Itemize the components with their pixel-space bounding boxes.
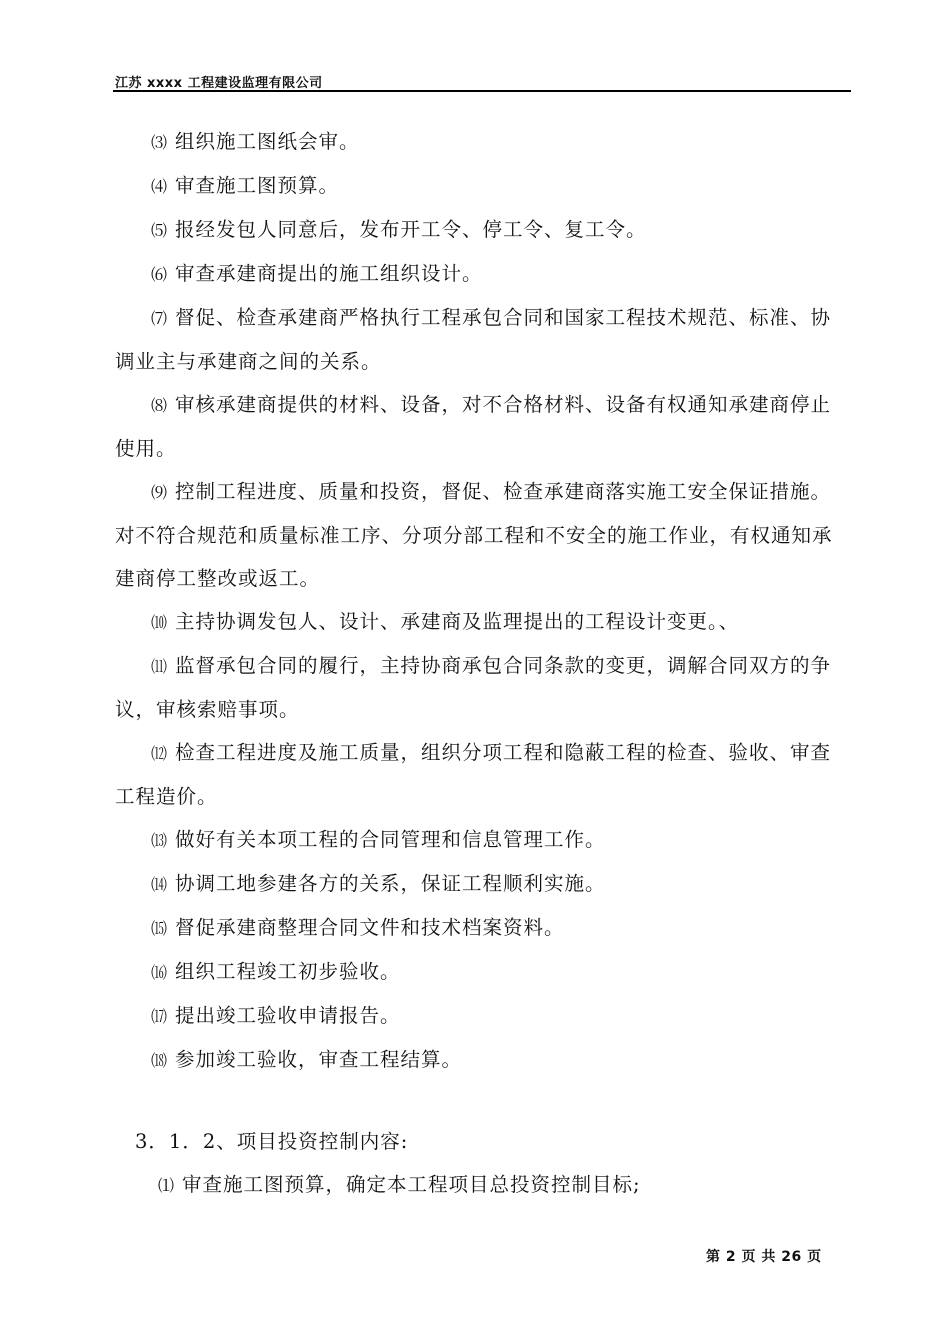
list-item	[115, 862, 851, 906]
item-text: 审核承建商提供的材料、设备，对不合格材料、设备有权通知承建商停止使用。	[115, 393, 832, 460]
item-number: ⑼	[151, 483, 168, 502]
list-item	[115, 950, 851, 994]
list-item	[115, 252, 851, 296]
list-item	[115, 296, 851, 383]
page-number-footer: 第 2 页 共 26 页	[706, 1249, 822, 1265]
page-header-company: 江苏 xxxx 工程建设监理有限公司	[115, 76, 323, 91]
item-number: ⑸	[151, 221, 168, 240]
item-number: ⑺	[151, 309, 168, 328]
section-spacer	[115, 1082, 851, 1120]
item-number: ⑻	[151, 396, 168, 415]
item-number: ⑿	[151, 744, 168, 763]
item-number: ⒅	[151, 1051, 168, 1070]
item-text: 组织工程竣工初步验收。	[175, 960, 401, 983]
list-item	[115, 818, 851, 862]
item-number: ⑽	[151, 613, 168, 632]
item-number: ⒁	[151, 875, 168, 894]
list-item	[115, 164, 851, 208]
item-text: 报经发包人同意后，发布开工令、停工令、复工令。	[175, 218, 647, 241]
section-heading: 3．1．2、项目投资控制内容:	[135, 1130, 409, 1153]
item-number: ⒄	[151, 1007, 168, 1026]
header-divider	[113, 90, 851, 92]
item-text: 督促承建商整理合同文件和技术档案资料。	[175, 916, 565, 939]
list-item	[115, 120, 851, 164]
section-list-item	[115, 1163, 851, 1207]
item-text: 做好有关本项工程的合同管理和信息管理工作。	[175, 828, 606, 851]
item-number: ⑹	[151, 265, 168, 284]
list-item	[115, 1038, 851, 1082]
item-text: 审查施工图预算，确定本工程项目总投资控制目标;	[182, 1173, 641, 1196]
list-item	[115, 644, 851, 731]
item-text: 督促、检查承建商严格执行工程承包合同和国家工程技术规范、标准、协调业主与承建商之间的关系。	[115, 306, 832, 373]
item-text: 组织施工图纸会审。	[175, 130, 360, 153]
list-item	[115, 383, 851, 470]
item-text: 主持协调发包人、设计、承建商及监理提出的工程设计变更。、	[175, 610, 740, 633]
list-item	[115, 470, 851, 600]
list-item	[115, 600, 851, 644]
item-text: 检查工程进度及施工质量，组织分项工程和隐蔽工程的检查、验收、审查工程造价。	[115, 741, 832, 808]
item-text: 提出竣工验收申请报告。	[175, 1004, 401, 1027]
item-text: 协调工地参建各方的关系，保证工程顺利实施。	[175, 872, 606, 895]
item-number: ⑾	[151, 657, 168, 676]
item-number: ⒂	[151, 919, 168, 938]
document-body	[115, 120, 851, 1207]
item-text: 控制工程进度、质量和投资，督促、检查承建商落实施工安全保证措施。对不符合规范和质量标准工序、分项分部工程和不安全的施工作业，有权通知承建商停工整改或返工。	[115, 480, 833, 590]
item-text: 监督承包合同的履行，主持协商承包合同条款的变更，调解合同双方的争议，审核索赔事项。	[115, 654, 832, 721]
item-number: ⑷	[151, 177, 168, 196]
list-item	[115, 731, 851, 818]
list-item	[115, 208, 851, 252]
item-text: 审查承建商提出的施工组织设计。	[175, 262, 483, 285]
item-number: ⒀	[151, 831, 168, 850]
item-text: 参加竣工验收，审查工程结算。	[175, 1048, 463, 1071]
item-number: ⒃	[151, 963, 168, 982]
list-item	[115, 994, 851, 1038]
item-number: ⑴	[158, 1176, 175, 1195]
item-number: ⑶	[151, 133, 168, 152]
item-text: 审查施工图预算。	[175, 174, 340, 197]
list-item	[115, 906, 851, 950]
